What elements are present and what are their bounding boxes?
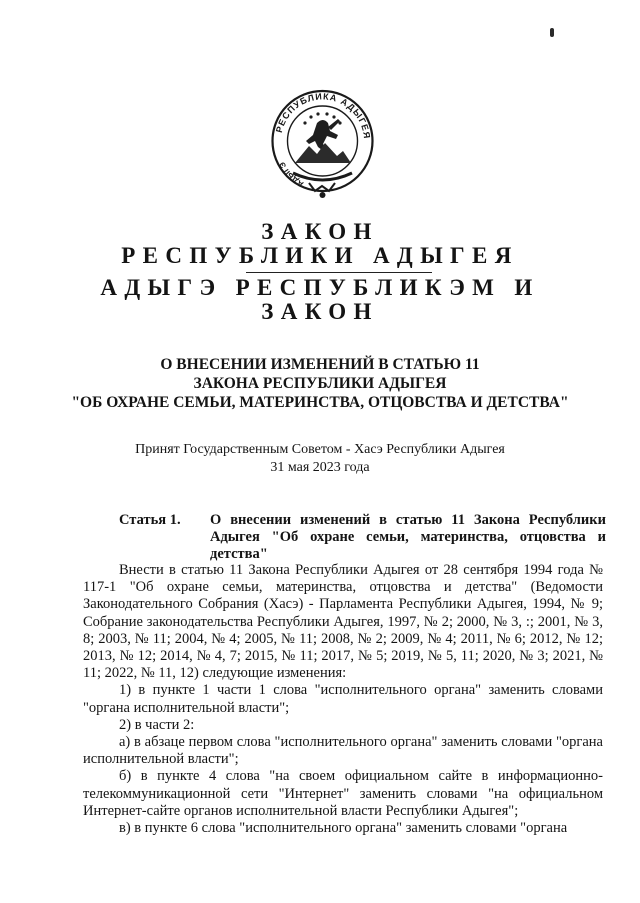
svg-text:РЕСПУБЛИКА АДЫГЕЯ: РЕСПУБЛИКА АДЫГЕЯ	[273, 91, 373, 140]
scan-mark	[550, 28, 554, 37]
body-paragraph: в) в пункте 6 слова "исполнительного органа" заменить словами "органа	[119, 820, 568, 837]
title-divider	[246, 272, 432, 273]
coat-of-arms-emblem	[265, 83, 380, 203]
law-title-line3: АДЫГЭ РЕСПУБЛИКЭМ И	[100, 275, 540, 300]
law-title-line4: ЗАКОН	[261, 299, 379, 324]
article-body	[83, 562, 603, 837]
body-paragraph: 2) в части 2:	[119, 716, 195, 733]
svg-text:АДЫГЭ: АДЫГЭ	[277, 160, 306, 189]
article-label: Статья 1.	[119, 512, 181, 528]
body-paragraph: б) в пункте 4 слова "на своем официальном сайте в информационно-телекоммуникационной сети "Интернет" заменить словами "на официальном Интернет-сайте органов исполнительной власти Республики Адыгея";	[83, 768, 603, 819]
subject-line3: "ОБ ОХРАНЕ СЕМЬИ, МАТЕРИНСТВА, ОТЦОВСТВА И ДЕТСТВА"	[71, 394, 569, 411]
body-paragraph: а) в абзаце первом слова "исполнительного органа" заменить словами "органа исполнительной власти";	[83, 734, 603, 768]
subject-line1: О ВНЕСЕНИИ ИЗМЕНЕНИЙ В СТАТЬЮ 11	[160, 356, 480, 373]
law-title-line2: РЕСПУБЛИКИ АДЫГЕЯ	[121, 243, 519, 268]
body-paragraph: 1) в пункте 1 части 1 слова "исполнительного органа" заменить словами "органа исполнительной власти";	[83, 682, 603, 716]
subject-line2: ЗАКОНА РЕСПУБЛИКИ АДЫГЕЯ	[193, 375, 447, 392]
article-title: О внесении изменений в статью 11 Закона Республики Адыгея "Об охране семьи, материнства, отцовства и детства"	[210, 512, 606, 562]
adoption-note-line1: Принят Государственным Советом - Хасэ Республики Адыгея	[135, 442, 505, 457]
adoption-date: 31 мая 2023 года	[270, 460, 370, 475]
body-paragraph: Внести в статью 11 Закона Республики Адыгея от 28 сентября 1994 года № 117-1 "Об охране семьи, материнства, отцовства и детства" (Ведомости Законодательного Собрания (Хасэ) - Парламента Республики Адыгея, 1994, № 9; Собрание законодательства Республики Адыгея, 1997, № 2; 2000, № 3, :; 2001, № 3, 8; 2003, № 11; 2004, № 4; 2005, № 11; 2008, № 2; 2009, № 4; 2011, № 6; 2012, № 12; 2013, № 12; 2014, № 4, 7; 2015, № 11; 2017, № 5; 2019, № 5, 11; 2020, № 3; 2021, № 11; 2022, № 11, 12) следующие изменения:	[83, 562, 603, 682]
law-title-line1: ЗАКОН	[261, 219, 379, 244]
